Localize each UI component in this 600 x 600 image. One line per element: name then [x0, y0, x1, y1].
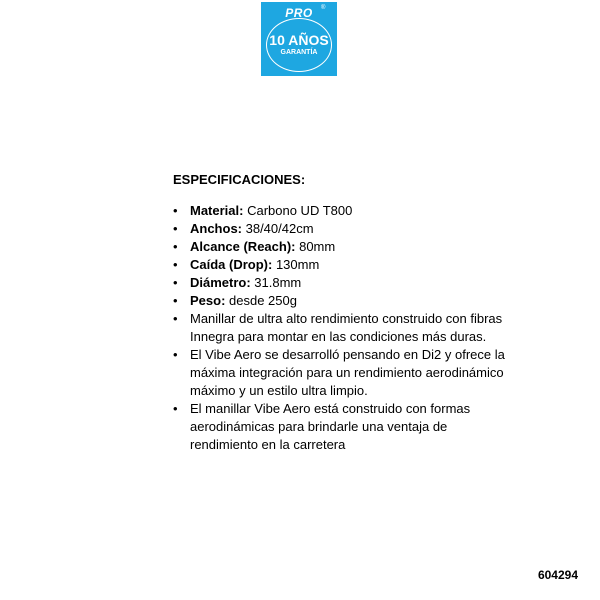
spec-label: Material: [190, 203, 244, 218]
list-item [173, 400, 513, 454]
specs-heading: ESPECIFICACIONES: [173, 172, 306, 187]
spec-value: 130mm [272, 257, 320, 272]
product-code: 604294 [537, 568, 578, 582]
spec-text: Manillar de ultra alto rendimiento construido con fibras Innegra para montar en las condiciones más duras. [190, 311, 503, 344]
spec-value: Carbono UD T800 [243, 203, 353, 218]
list-item [173, 238, 513, 256]
spec-label: Caída (Drop): [190, 257, 273, 272]
spec-label: Diámetro: [190, 275, 251, 290]
spec-value: 80mm [295, 239, 336, 254]
spec-label: Alcance (Reach): [190, 239, 296, 254]
list-item [173, 346, 513, 400]
list-item [173, 310, 513, 346]
spec-text: El manillar Vibe Aero está construido con formas aerodinámicas para brindarle una ventaja de rendimiento en la carretera [190, 401, 471, 452]
list-item [173, 274, 513, 292]
spec-value: 38/40/42cm [242, 221, 314, 236]
list-item [173, 292, 513, 310]
list-item [173, 220, 513, 238]
specs-list [173, 202, 513, 454]
pro-warranty-badge [261, 2, 337, 76]
badge-brand: PRO [285, 6, 313, 20]
badge-guarantee: GARANTÍA [280, 49, 318, 56]
spec-text: El Vibe Aero se desarrolló pensando en Di2 y ofrece la máxima integración para un rendimiento aerodinámico máximo y un estilo ultra limpio. [190, 347, 505, 398]
list-item [173, 256, 513, 274]
badge-years: 10 AÑOS [269, 32, 329, 48]
badge-registered-mark: ® [321, 5, 326, 11]
spec-value: 31.8mm [250, 275, 302, 290]
list-item [173, 202, 513, 220]
spec-value: desde 250g [225, 293, 297, 308]
spec-label: Anchos: [190, 221, 242, 236]
spec-label: Peso: [190, 293, 226, 308]
